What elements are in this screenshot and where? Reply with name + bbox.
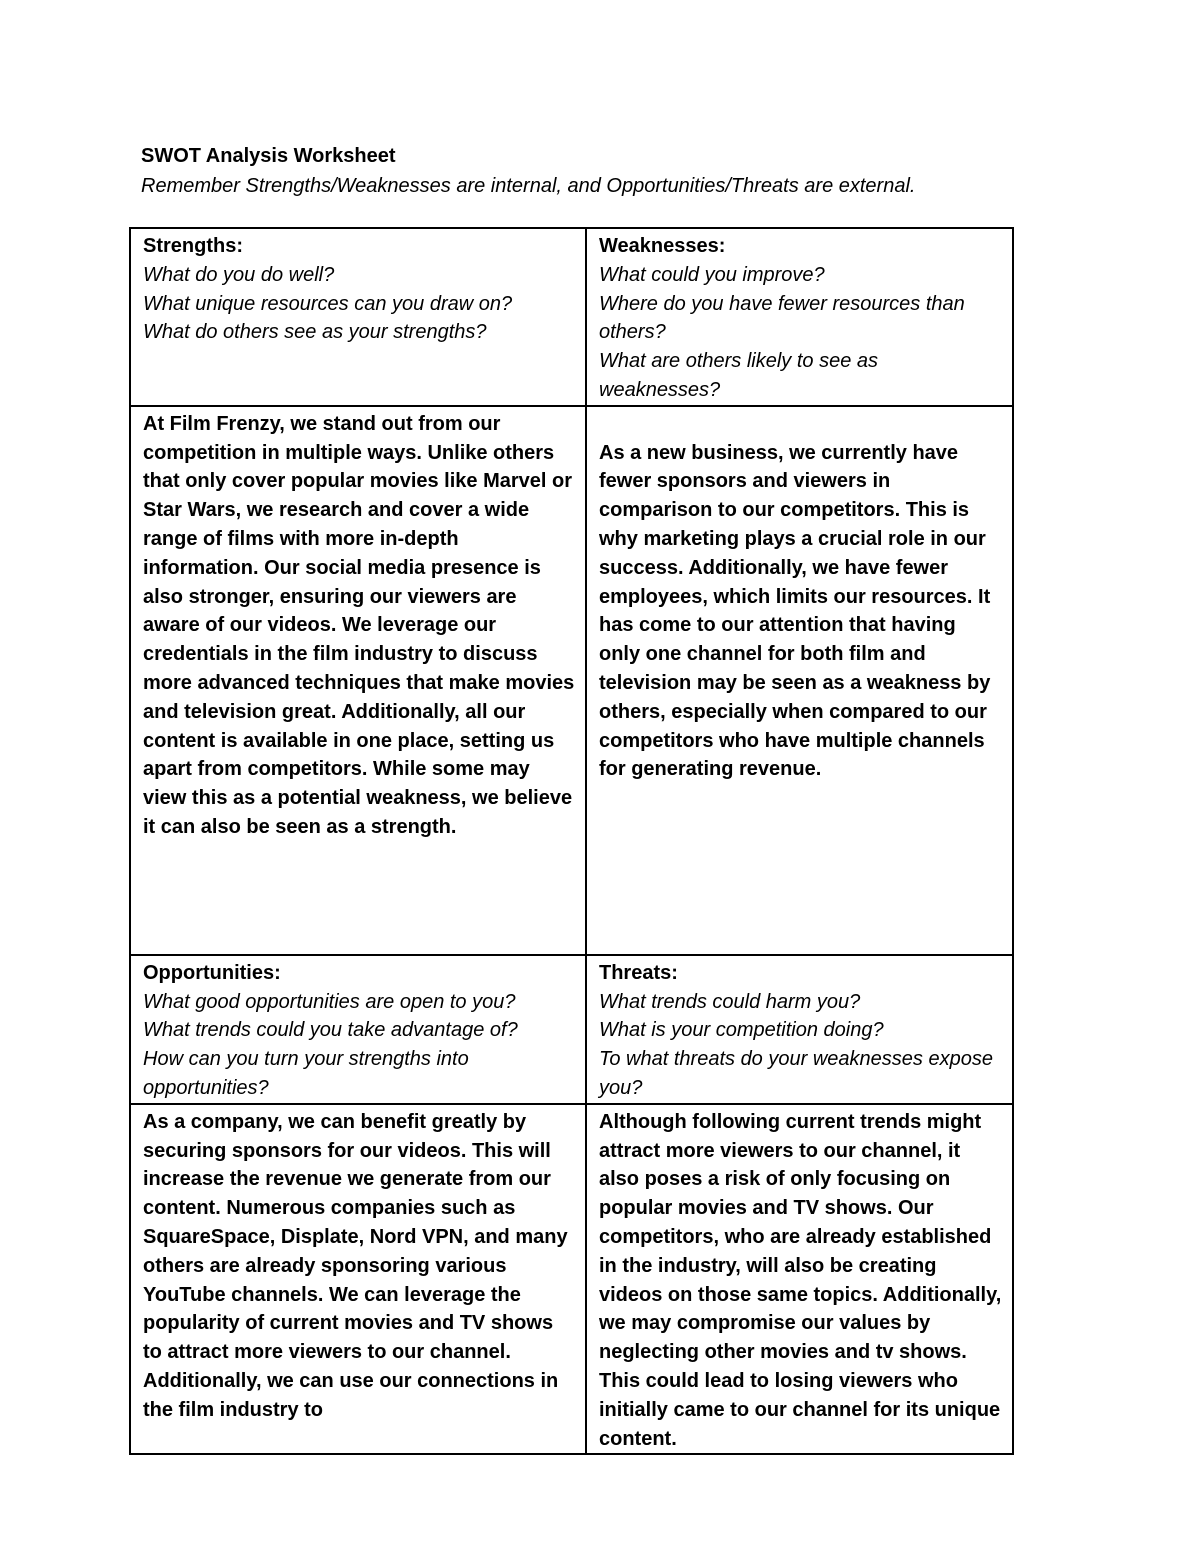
threats-prompt: What trends could harm you? (599, 990, 861, 1013)
table-row (130, 955, 1013, 1104)
threats-answer: Although following current trends might attract more viewers to our channel, it also poses a risk of only focusing on popular movies and TV shows. Our competitors, who are already established in the industry, will also be creating videos on those same topics. Additionally, we may compromise our values by neglecting other movies and tv shows. This could lead to losing viewers who initially came to our channel for its unique content. (599, 1110, 1002, 1450)
opportunities-answer-cell (130, 1104, 586, 1455)
strengths-prompt: What unique resources can you draw on? (143, 292, 513, 315)
table-row (130, 1104, 1013, 1455)
weaknesses-answer: As a new business, we currently have fewer sponsors and viewers in comparison to our competitors. This is why marketing plays a crucial role in our success. Additionally, we have fewer employees, which limits our resources. It has come to our attention that having only one channel for both film and television may be seen as a weakness by others, especially when compared to our competitors who have multiple channels for generating revenue. (599, 441, 991, 781)
weaknesses-prompt: What are others likely to see as weaknesses? (599, 350, 879, 401)
opportunities-label: Opportunities: (143, 961, 281, 984)
threats-label: Threats: (599, 961, 678, 984)
weaknesses-prompt: What could you improve? (599, 263, 825, 286)
opportunities-prompt: What trends could you take advantage of? (143, 1019, 518, 1042)
weaknesses-answer-cell (586, 406, 1013, 955)
threats-header-cell (586, 955, 1013, 1104)
page-title: SWOT Analysis Worksheet (141, 145, 396, 167)
opportunities-prompt: How can you turn your strengths into opportunities? (143, 1048, 469, 1099)
table-row (130, 228, 1013, 406)
blank-line (599, 410, 1002, 439)
page-subtitle: Remember Strengths/Weaknesses are internal, and Opportunities/Threats are external. (141, 175, 916, 197)
strengths-answer-cell (130, 406, 586, 955)
weaknesses-header-cell (586, 228, 1013, 406)
threats-prompt: What is your competition doing? (599, 1019, 884, 1042)
strengths-prompt: What do you do well? (143, 263, 335, 286)
weaknesses-label: Weaknesses: (599, 235, 726, 257)
swot-table (129, 227, 1014, 1455)
table-row (130, 406, 1013, 955)
opportunities-answer: As a company, we can benefit greatly by securing sponsors for our videos. This will increase the revenue we generate from our content. Numerous companies such as SquareSpace, Displate, Nord VPN, and many others are already sponsoring various YouTube channels. We can leverage the popularity of current movies and TV shows to attract more viewers to our channel. Additionally, we can use our connections in the film industry to (143, 1110, 568, 1421)
strengths-label: Strengths: (143, 235, 243, 257)
strengths-answer: At Film Frenzy, we stand out from our competition in multiple ways. Unlike others that only cover popular movies like Marvel or Star Wars, we research and cover a wide range of films with more in-depth information. Our social media presence is also stronger, ensuring our viewers are aware of our videos. We leverage our credentials in the film industry to discuss more advanced techniques that make movies and television great. Additionally, all our content is available in one place, setting us apart from competitors. While some may view this as a potential weakness, we believe it can also be seen as a strength. (143, 412, 575, 838)
weaknesses-prompt: Where do you have fewer resources than others? (599, 292, 965, 344)
threats-prompt: To what threats do your weaknesses expose you? (599, 1048, 993, 1099)
opportunities-header-cell (130, 955, 586, 1104)
threats-answer-cell (586, 1104, 1013, 1455)
opportunities-prompt: What good opportunities are open to you? (143, 990, 516, 1013)
strengths-header-cell (130, 228, 586, 406)
strengths-prompt: What do others see as your strengths? (143, 321, 487, 344)
